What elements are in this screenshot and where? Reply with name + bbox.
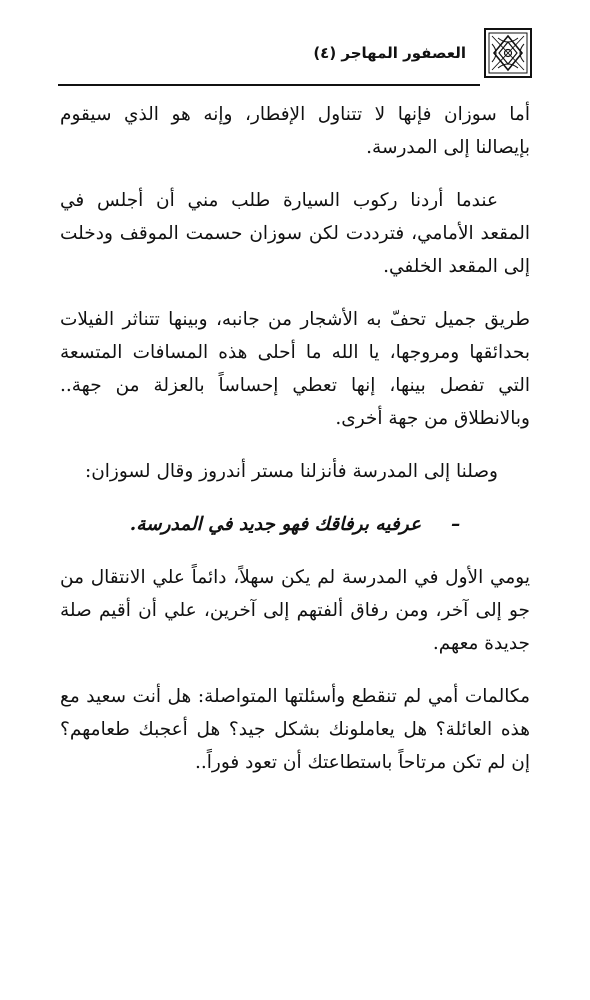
- page-body: [60, 98, 530, 799]
- paragraph: عندما أردنا ركوب السيارة طلب مني أن أجلس في المقعد الأمامي، فترددت لكن سوزان حسمت الموقف ودخلت إلى المقعد الخلفي.: [60, 190, 530, 277]
- paragraph: يومي الأول في المدرسة لم يكن سهلاً، دائماً علي الانتقال من جو إلى آخر، ومن رفاق ألفتهم إلى آخرين، علي أن أقيم صلة جديدة معهم.: [60, 567, 530, 654]
- paragraph: طريق جميل تحفّ به الأشجار من جانبه، وبينها تتناثر الفيلات بحدائقها ومروجها، يا الله ما أحلى هذه المسافات المتسعة التي تفصل بينها، إنها تعطي إحساساً بالعزلة من جهة.. وبالانطلاق من جهة أخرى.: [60, 309, 530, 429]
- paragraph: أما سوزان فإنها لا تتناول الإفطار، وإنه هو الذي سيقوم بإيصالنا إلى المدرسة.: [60, 104, 530, 158]
- header-rule: [58, 84, 480, 86]
- dialogue-text: عرفيه برفاقك فهو جديد في المدرسة.: [129, 514, 421, 535]
- running-title: العصفور المهاجر (٤): [313, 44, 466, 62]
- dialogue-dash: –: [451, 514, 461, 535]
- paragraph: وصلنا إلى المدرسة فأنزلنا مستر أندروز وقال لسوزان:: [84, 461, 498, 482]
- page-header: [58, 28, 532, 86]
- dialogue-line: [60, 508, 530, 541]
- ornament-icon: [484, 28, 532, 78]
- paragraph: مكالمات أمي لم تنقطع وأسئلتها المتواصلة: هل أنت سعيد مع هذه العائلة؟ هل يعاملونك بشكل جيد؟ هل أعجبك طعامهم؟ إن لم تكن مرتاحاً باستطاعتك أن تعود فوراً..: [60, 686, 530, 773]
